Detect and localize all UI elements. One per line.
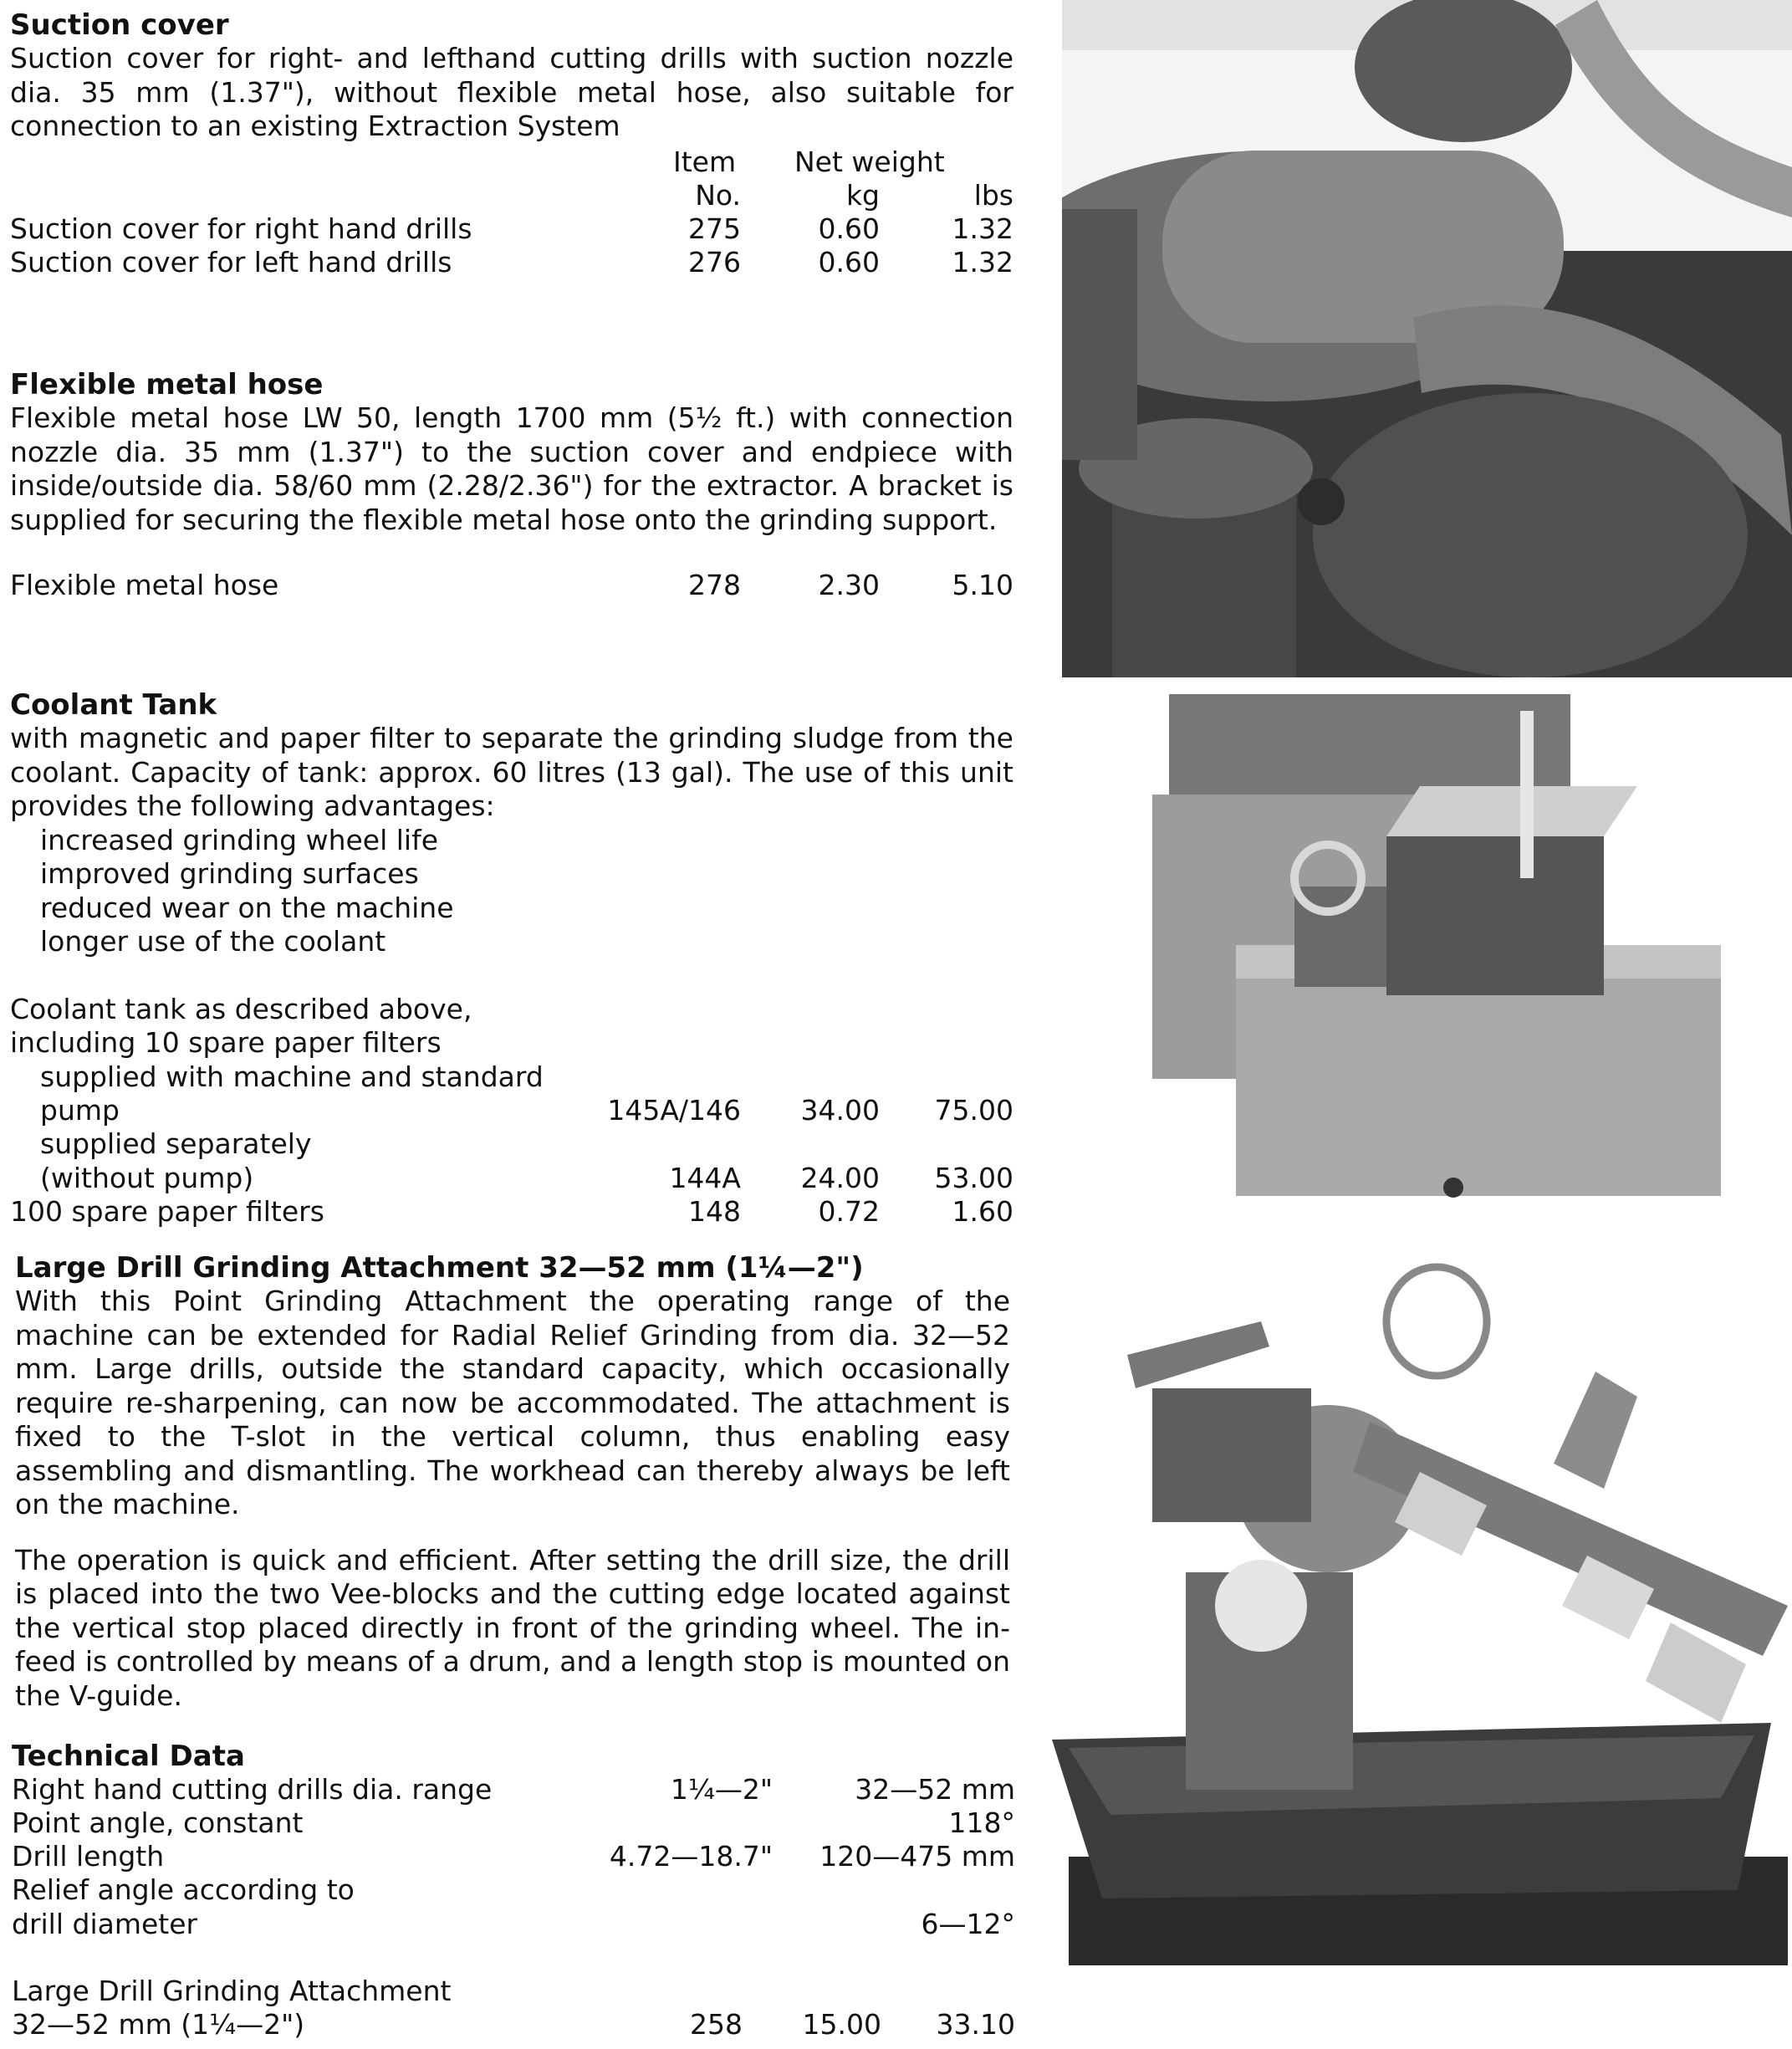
row-inch: 4.72—18.7" <box>609 1840 773 1873</box>
row-mm: 118° <box>948 1806 1015 1839</box>
row-lbs: 33.10 <box>936 2008 1015 2041</box>
large-drill-text-1: With this Point Grinding Attachment the operating range of the machine can be extended for Radial Relief Grinding from dia. 32—52 mm. Large drills, outside the standard capacity, which occasionally require re-sharpening, can now be accommodated. The attachment is fixed to the T-slot in the vertical column, thus enabling easy assembling and dismantling. The workhead can thereby always be left on the machine. <box>15 1285 1010 1520</box>
table-row <box>10 1162 1013 1195</box>
header-kg: kg <box>845 178 880 212</box>
list-item: improved grinding surfaces <box>40 857 419 890</box>
coolant-desc-2: including 10 spare paper filters <box>10 1026 442 1059</box>
row-mm: 6—12° <box>921 1907 1015 1940</box>
suction-cover-section <box>10 8 1013 279</box>
table-row <box>12 1908 1015 1941</box>
row-mm: 32—52 mm <box>855 1773 1015 1806</box>
row-item: 275 <box>688 212 741 245</box>
table-row <box>12 1806 1015 1840</box>
hose-title: Flexible metal hose <box>10 368 324 401</box>
row-item: 258 <box>690 2008 743 2041</box>
row-item: 148 <box>688 1194 741 1228</box>
table-row <box>10 1195 1013 1229</box>
row-label: Drill length <box>12 1840 165 1873</box>
row-item: 276 <box>688 245 741 278</box>
suction-header-row-1 <box>10 146 1013 179</box>
row-kg: 0.72 <box>818 1194 880 1228</box>
attachment-label-a: Large Drill Grinding Attachment <box>12 1974 452 2007</box>
row-item: 278 <box>688 569 741 601</box>
coolant-text: with magnetic and paper filter to separate the grinding sludge from the coolant. Capacity of tank: approx. 60 litres (13 gal). The use of this unit provides the following advantages: <box>10 722 1013 822</box>
large-drill-title: Large Drill Grinding Attachment 32—52 mm (1¼—2") <box>15 1251 864 1285</box>
row-lbs: 5.10 <box>952 569 1013 601</box>
row-label: 32—52 mm (1¼—2") <box>12 2008 305 2041</box>
coolant-desc-1: Coolant tank as described above, <box>10 992 472 1025</box>
list-item: longer use of the coolant <box>40 925 386 958</box>
suction-header-row-2 <box>10 179 1013 212</box>
table-row <box>12 1840 1015 1873</box>
suction-cover-photo <box>1062 0 1792 677</box>
table-row <box>10 569 1013 602</box>
table-row <box>12 1773 1015 1806</box>
coolant-tank-photo <box>1052 694 1792 1213</box>
row-label: (without pump) <box>40 1161 254 1194</box>
row-label: Flexible metal hose <box>10 569 279 601</box>
row-kg: 2.30 <box>818 569 880 601</box>
row-label: 100 spare paper filters <box>10 1194 324 1228</box>
row-item: 145A/146 <box>607 1094 741 1127</box>
list-item: increased grinding wheel life <box>40 823 439 856</box>
coolant-option-1-a: supplied with machine and standard <box>40 1060 544 1093</box>
large-drill-attachment-photo <box>1052 1254 1792 1965</box>
header-net-weight: Net weight <box>794 145 945 178</box>
row-kg: 15.00 <box>802 2008 881 2041</box>
suction-cover-text: Suction cover for right- and lefthand cutting drills with suction nozzle dia. 35 mm (1.37"), without flexible metal hose, also suitable for connection to an existing Extraction System <box>10 42 1013 142</box>
row-kg: 24.00 <box>800 1161 880 1194</box>
suction-cover-title: Suction cover <box>10 8 229 42</box>
row-label: drill diameter <box>12 1907 198 1940</box>
row-kg: 0.60 <box>818 212 880 245</box>
row-kg: 34.00 <box>800 1094 880 1127</box>
header-no: No. <box>695 178 741 212</box>
coolant-option-2-a: supplied separately <box>40 1127 312 1160</box>
tech-title: Technical Data <box>12 1740 245 1773</box>
row-kg: 0.60 <box>818 245 880 278</box>
row-label: Point angle, constant <box>12 1806 304 1839</box>
table-row <box>10 1094 1013 1127</box>
row-mm: 120—475 mm <box>819 1840 1015 1873</box>
row-lbs: 1.32 <box>952 212 1013 245</box>
row-label: Suction cover for left hand drills <box>10 245 452 278</box>
row-label: pump <box>40 1094 120 1127</box>
large-drill-section <box>15 1251 1010 1713</box>
coolant-tank-section <box>10 688 1013 1229</box>
row-lbs: 53.00 <box>934 1161 1013 1194</box>
large-drill-text-2: The operation is quick and efficient. After setting the drill size, the drill is placed into the two Vee-blocks and the cutting edge located against the vertical stop placed directly in front of the grinding wheel. The in-feed is controlled by means of a drum, and a length stop is mounted on the V-guide. <box>15 1543 1010 1712</box>
row-lbs: 1.32 <box>952 245 1013 278</box>
hose-text: Flexible metal hose LW 50, length 1700 mm (5½ ft.) with connection nozzle dia. 35 mm (1.37") to the suction cover and endpiece with inside/outside dia. 58/60 mm (2.28/2.36") for the extractor. A bracket is supplied for securing the flexible metal hose onto the grinding support. <box>10 401 1013 536</box>
row-inch: 1¼—2" <box>670 1773 773 1806</box>
tech-relief-label-a: Relief angle according to <box>12 1873 355 1906</box>
header-item: Item <box>673 145 737 178</box>
row-lbs: 75.00 <box>934 1094 1013 1127</box>
technical-data-section <box>12 1740 1015 2041</box>
header-lbs: lbs <box>973 178 1013 212</box>
coolant-title: Coolant Tank <box>10 688 217 722</box>
list-item: reduced wear on the machine <box>40 891 454 924</box>
row-label: Suction cover for right hand drills <box>10 212 472 245</box>
row-label: Right hand cutting drills dia. range <box>12 1773 493 1806</box>
table-row <box>10 212 1013 246</box>
table-row <box>10 246 1013 279</box>
row-lbs: 1.60 <box>952 1194 1013 1228</box>
row-item: 144A <box>669 1161 741 1194</box>
table-row <box>12 2008 1015 2041</box>
flexible-hose-section <box>10 368 1013 602</box>
